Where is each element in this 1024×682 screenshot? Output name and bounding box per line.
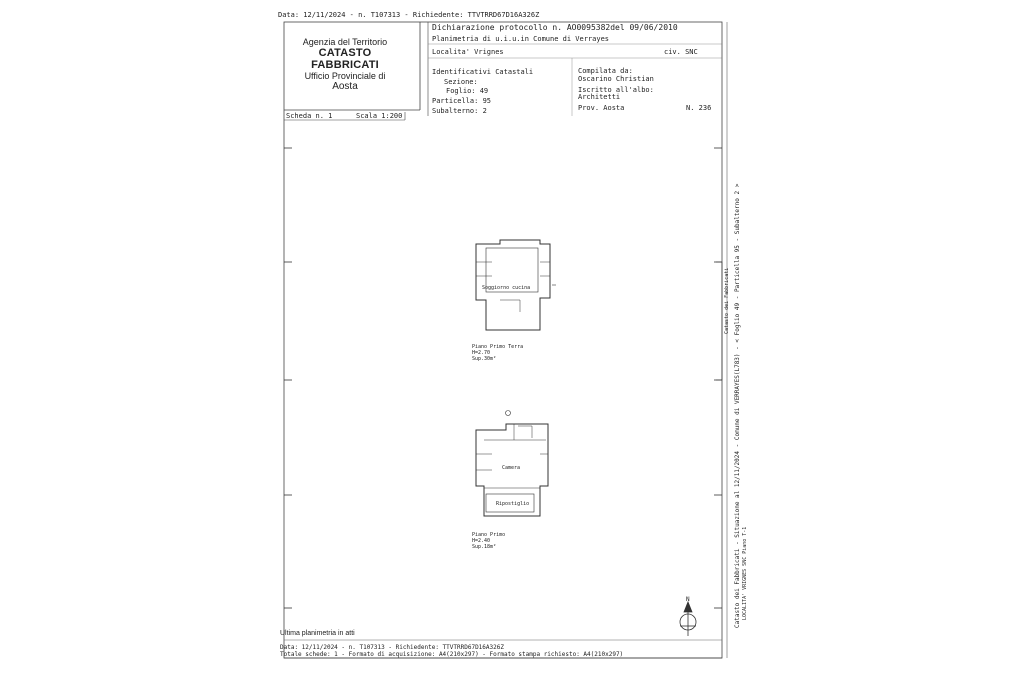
locality-line: Localita' Vrignes [432,48,504,56]
compass-north-label: N [686,596,690,603]
room-label-bedroom: Camera [502,465,521,471]
register-label: Iscritto all'albo: [578,86,654,94]
office-city: Aosta [332,81,358,92]
agency-name: Agenzia del Territorio [302,37,388,47]
register-name: Architetti [578,93,621,101]
footer-format-line: Totale schede: 1 - Formato di acquisizione: A4(210x297) - Formato stampa richiesto: A4(210x297) [280,651,624,658]
side-label-small: Catasto dei Fabbricati [724,267,730,334]
civic-number: civ. SNC [664,48,698,56]
footer-request-line: Data: 12/11/2024 - n. T107313 - Richiedente: TTVTRRD67D16A326Z [280,644,504,651]
register-number: N. 236 [686,104,712,112]
subaltern-label: Subalterno: 2 [432,107,487,115]
scheda-label: Scheda n. 1 [286,112,333,120]
scale-label: Scala 1:200 [356,112,403,120]
protocol-line: Dichiarazione protocollo n. AO0095382del 09/06/2010 [432,23,678,32]
plan-caption-ground [472,344,523,362]
document-frame [284,22,722,658]
plan-caption-first-area: Sup.18m² [472,544,497,550]
plan-caption-first-height: H=2.40 [472,538,491,544]
plan-caption-first [472,532,505,550]
compiled-by-label: Compilata da: [578,67,633,75]
section-label: Sezione: [444,78,478,86]
north-compass [680,602,696,636]
top-request-strip: Data: 12/11/2024 - n. T107313 - Richiedente: TTVTRRD67D16A326Z [278,11,540,19]
identifiers-title: Identificativi Catastali [432,68,534,76]
office-label: Ufficio Provinciale di [304,71,386,81]
agency-block [290,37,400,92]
side-label-secondary: LOCALITA' VRIGNES SNC Piano T-1 [742,526,748,620]
plan-caption-first-floor: Piano Primo [472,532,506,538]
plan-caption-ground-area: Sup.30m² [472,356,497,362]
parcel-label: Particella: 95 [432,97,492,105]
room-label-storage: Ripostiglio [496,501,530,507]
planimetry-line: Planimetria di u.i.u.in Comune di Verrayes [432,35,610,43]
sheet-label: Foglio: 49 [446,87,489,95]
province-label: Prov. Aosta [578,104,625,112]
catasto-title: CATASTO FABBRICATI [311,47,379,71]
room-label-living: Soggiorno cucina [482,285,531,291]
plan-caption-ground-height: H=2.70 [472,350,491,356]
side-label-main: Catasto dei Fabbricati - Situazione al 12/11/2024 - Comune di VERRAYES(L783) - < Foglio 49 - Particella 95 - Subalterno 2 > [734,183,741,628]
footer-note: Ultima planimetria in atti [280,630,355,637]
compiler-name: Oscarino Christian [578,75,654,83]
plan-caption-ground-floor: Piano Primo Terra [472,344,524,350]
